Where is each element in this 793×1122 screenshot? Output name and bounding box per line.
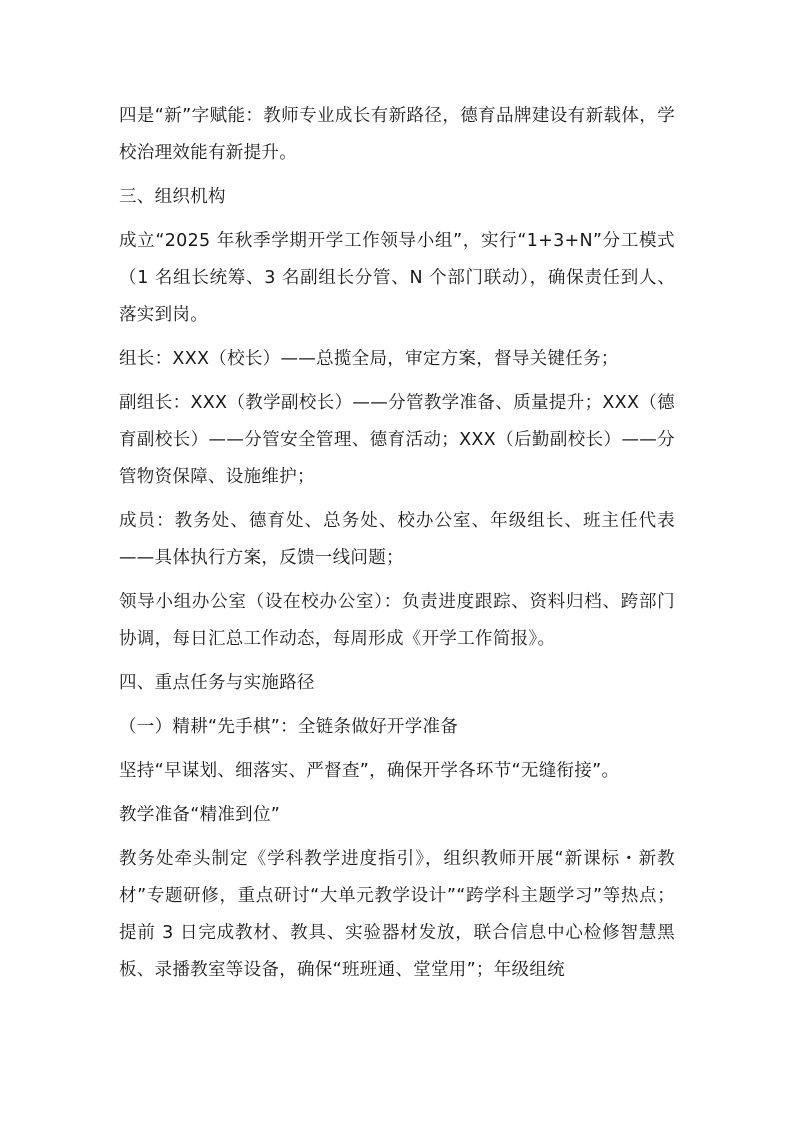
document-body xyxy=(119,98,675,996)
paragraph-principle: 坚持“早谋划、细落实、严督查”，确保开学各环节“无缝衔接”。 xyxy=(119,761,620,781)
section-heading-key-tasks: 四、重点任务与实施路径 xyxy=(119,673,315,693)
paragraph-deputy-leaders: 副组长：XXX（教学副校长）——分管教学准备、质量提升；XXX（德育副校长）——分管安全管理、德育活动；XXX（后勤副校长）——分管物资保障、设施维护； xyxy=(119,393,675,487)
paragraph-members: 成员：教务处、德育处、总务处、校办公室、年级组长、班主任代表——具体执行方案，反馈一线问题； xyxy=(119,511,675,568)
paragraph-teaching-preparation: 教务处牵头制定《学科教学进度指引》，组织教师开展“新课标・新教材”专题研修，重点研讨“大单元教学设计”“跨学科主题学习”等热点；提前 3 日完成教材、教具、实验器材发放，联合信息中心检修智慧黑板、录播教室等设备，确保“班班通、堂堂用”；年级组统 xyxy=(119,849,675,980)
subsection-heading-preparation: （一）精耕“先手棋”：全链条做好开学准备 xyxy=(119,717,459,737)
section-heading-organization: 三、组织机构 xyxy=(119,187,226,207)
paragraph-leadership-group: 成立“2025 年秋季学期开学工作领导小组”，实行“1+3+N”分工模式（1 名组长统筹、3 名副组长分管、N 个部门联动），确保责任到人、落实到岗。 xyxy=(119,231,675,325)
paragraph-group-leader: 组长：XXX（校长）——总揽全局，审定方案，督导关键任务； xyxy=(119,349,619,369)
paragraph-new-empowerment: 四是“新”字赋能：教师专业成长有新路径，德育品牌建设有新载体，学校治理效能有新提升。 xyxy=(119,106,675,163)
subheading-teaching-preparation: 教学准备“精准到位” xyxy=(119,805,281,825)
paragraph-office: 领导小组办公室（设在校办公室）：负责进度跟踪、资料归档、跨部门协调，每日汇总工作动态，每周形成《开学工作简报》。 xyxy=(119,592,675,649)
